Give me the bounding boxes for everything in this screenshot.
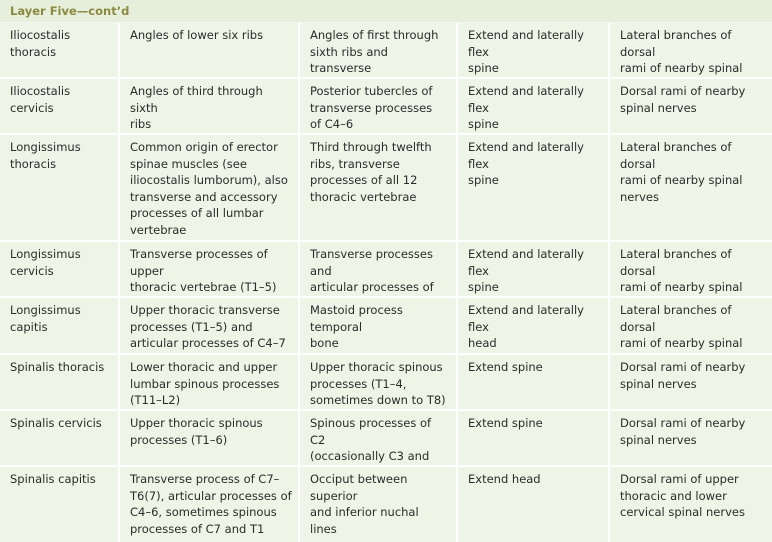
table-row <box>0 411 772 467</box>
innervation-cell: Lateral branches of dorsal rami of nearby spinal <box>620 303 743 350</box>
table-row <box>0 242 772 298</box>
insertion-cell: Posterior tubercles of transverse processes of C4–6 <box>300 79 458 133</box>
table-row <box>0 467 772 542</box>
action-cell: Extend and laterally flex spine <box>458 23 610 77</box>
insertion-cell: Third through twelfth ribs, transverse processes of all 12 thoracic vertebrae <box>300 135 458 240</box>
muscle-cell: Iliocostalis cervicis <box>0 79 120 133</box>
innervation-cell: Dorsal rami of nearby spinal nerves <box>620 84 746 115</box>
origin-cell: Transverse processes of upper thoracic vertebrae (T1–5) <box>120 242 300 296</box>
innervation-cell: Lateral branches of dorsal rami of nearby spinal <box>620 247 743 294</box>
innervation-cell: Dorsal rami of nearby spinal nerves <box>620 360 746 391</box>
innervation-cell: Dorsal rami of upper thoracic and lower cervical spinal nerves <box>620 472 745 519</box>
muscle-cell: Longissimus thoracis <box>0 135 120 240</box>
table-row <box>0 298 772 355</box>
innervation-cell: Lateral branches of dorsal rami of nearby spinal nerves <box>620 140 743 204</box>
origin-cell: Upper thoracic transverse processes (T1–5) and articular processes of C4–7 <box>120 298 300 353</box>
action-cell: Extend spine <box>458 355 610 409</box>
innervation-cell: Lateral branches of dorsal rami of nearby spinal <box>620 28 743 75</box>
action-cell: Extend spine <box>458 411 610 465</box>
table-row <box>0 79 772 135</box>
action-cell: Extend head <box>458 467 610 542</box>
insertion-cell: Upper thoracic spinous processes (T1–4, sometimes down to T8) <box>300 355 458 409</box>
table-header <box>0 0 772 23</box>
table-title: Layer Five—cont’d <box>10 4 130 18</box>
insertion-cell: Mastoid process temporal bone <box>300 298 458 353</box>
muscle-cell: Longissimus capitis <box>0 298 120 353</box>
insertion-cell: Occiput between superior and inferior nuchal lines <box>300 467 458 542</box>
muscle-cell: Longissimus cervicis <box>0 242 120 296</box>
origin-cell: Transverse process of C7– T6(7), articular processes of C4–6, sometimes spinous processes of C7 and T1 <box>120 467 300 542</box>
origin-cell: Angles of third through sixth ribs <box>120 79 300 133</box>
origin-cell: Angles of lower six ribs <box>120 23 300 77</box>
origin-cell: Upper thoracic spinous processes (T1–6) <box>120 411 300 465</box>
origin-cell: Common origin of erector spinae muscles (see iliocostalis lumborum), also transverse and accessory processes of all lumbar vertebrae <box>120 135 300 240</box>
muscle-table <box>0 23 772 542</box>
insertion-cell: Angles of first through sixth ribs and transverse <box>300 23 458 77</box>
origin-cell: Lower thoracic and upper lumbar spinous processes (T11–L2) <box>120 355 300 409</box>
insertion-cell: Transverse processes and articular processes of <box>300 242 458 296</box>
innervation-cell: Dorsal rami of nearby spinal nerves <box>620 416 746 447</box>
table-row <box>0 23 772 79</box>
action-cell: Extend and laterally flex spine <box>458 135 610 240</box>
muscle-cell: Iliocostalis thoracis <box>0 23 120 77</box>
action-cell: Extend and laterally flex spine <box>458 242 610 296</box>
action-cell: Extend and laterally flex head <box>458 298 610 353</box>
table-row <box>0 355 772 411</box>
table-row <box>0 135 772 242</box>
muscle-cell: Spinalis capitis <box>0 467 120 542</box>
muscle-cell: Spinalis thoracis <box>0 355 120 409</box>
insertion-cell: Spinous processes of C2 (occasionally C3 and <box>300 411 458 465</box>
action-cell: Extend and laterally flex spine <box>458 79 610 133</box>
muscle-cell: Spinalis cervicis <box>0 411 120 465</box>
